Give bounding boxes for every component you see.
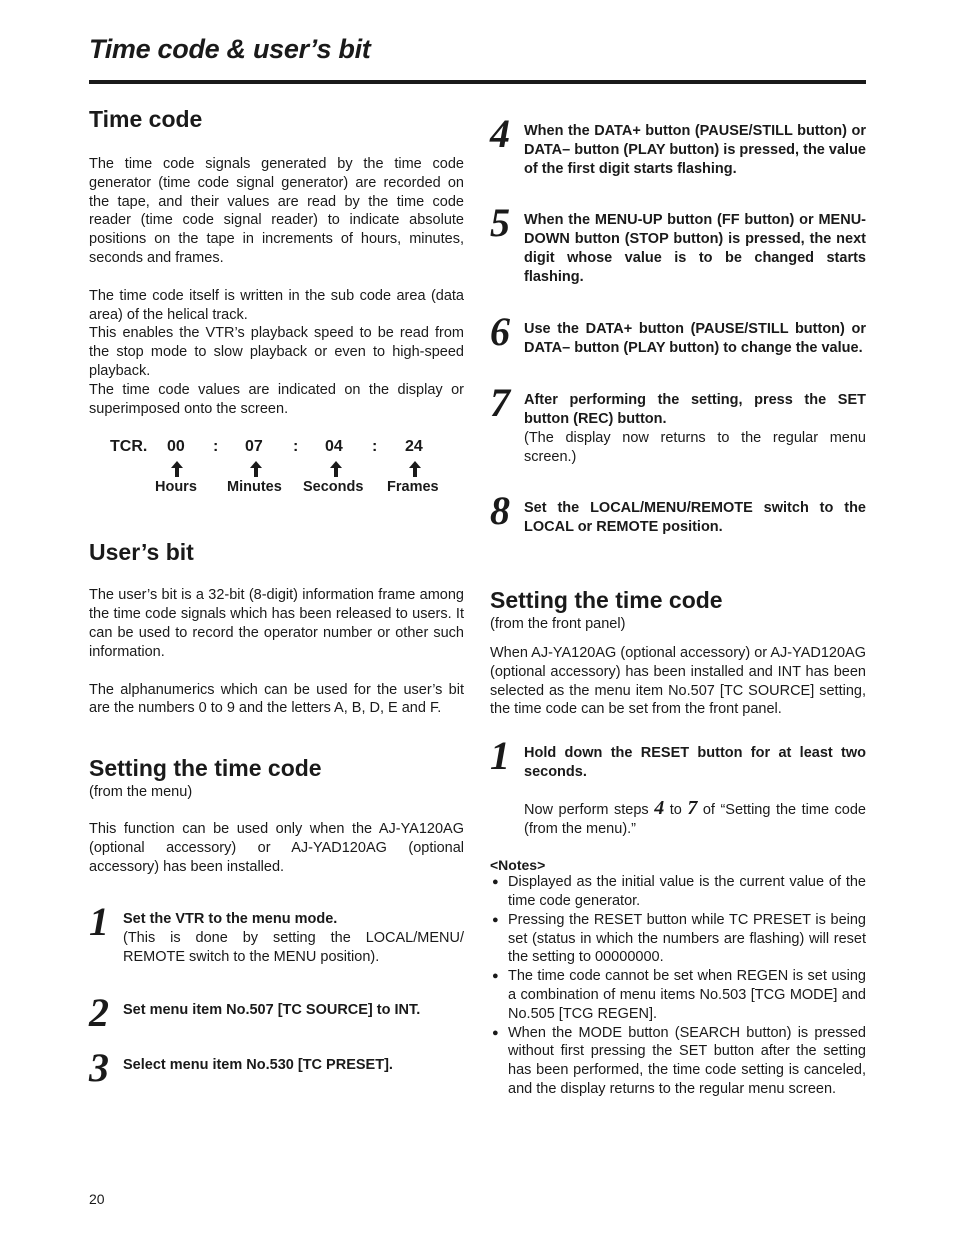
tc-seconds-value: 04 xyxy=(325,438,343,456)
step-number: 1 xyxy=(89,898,109,944)
up-arrow-icon xyxy=(330,461,342,477)
step-ref-number: 4 xyxy=(654,797,665,820)
timecode-paragraph-3: This enables the VTR’s playback speed to be read from the stop mode to slow playback or even to high-speed playback. xyxy=(89,325,464,379)
step-note: (This is done by setting the LOCAL/MENU/ REMOTE switch to the MENU position). xyxy=(123,929,464,965)
step-instruction: Set the VTR to the menu mode. xyxy=(123,910,338,927)
step-4 xyxy=(490,111,866,179)
tc-prefix: TCR. xyxy=(110,438,148,456)
step-note-text: of “Setting the time code (from the menu).” xyxy=(524,802,866,838)
setting-panel-subheading: (from the front panel) xyxy=(490,616,626,632)
note-item: ● Displayed as the initial value is the current value of the time code generator. xyxy=(490,873,866,911)
step-8 xyxy=(490,488,866,537)
step-instruction: When the DATA+ button (PAUSE/STILL button) or DATA– button (PLAY button) is pressed, the value of the first digit starts flashing. xyxy=(524,123,866,177)
setting-panel-intro: When AJ-YA120AG (optional accessory) or AJ-YAD120AG (optional accessory) has been installed and INT has been selected as the menu item No.507 [TC SOURCE] setting, the time code can be set from the front panel. xyxy=(490,645,866,718)
step-7 xyxy=(490,380,866,467)
step-instruction: Set menu item No.507 [TC SOURCE] to INT. xyxy=(123,1001,421,1018)
step-instruction: Set the LOCAL/MENU/REMOTE switch to the LOCAL or REMOTE position. xyxy=(524,500,866,535)
notes-title: <Notes> xyxy=(490,857,546,874)
step-3 xyxy=(89,1044,464,1090)
step-number: 3 xyxy=(89,1044,109,1090)
step-2 xyxy=(89,989,464,1035)
usersbit-paragraph-1: The user’s bit is a 32-bit (8-digit) information frame among the time code signals which has been released to users. It can be used to record the operator number or other such information. xyxy=(89,587,464,660)
step-note-text: Now perform steps xyxy=(524,802,655,819)
tc-seconds-label: Seconds xyxy=(303,479,364,496)
step-instruction: Use the DATA+ button (PAUSE/STILL button) or DATA– button (PLAY button) to change the value. xyxy=(524,321,866,356)
step-5 xyxy=(490,200,866,287)
timecode-heading: Time code xyxy=(89,106,203,132)
step-instruction: After performing the setting, press the SET button (REC) button. xyxy=(524,392,866,427)
step-number: 2 xyxy=(89,989,109,1035)
timecode-paragraph-4: The time code values are indicated on the display or superimposed onto the screen. xyxy=(89,381,464,417)
setting-menu-subheading: (from the menu) xyxy=(89,784,193,801)
notes-list xyxy=(490,873,866,1099)
up-arrow-icon xyxy=(171,461,183,477)
step-note-text: to xyxy=(664,802,688,819)
tc-separator: : xyxy=(372,438,378,456)
setting-menu-intro: This function can be used only when the AJ-YA120AG (optional accessory) or AJ-YAD120AG (optional accessory) has been installed. xyxy=(89,821,464,875)
note-item: ● Pressing the RESET button while TC PRESET is being set (status in which the numbers are flashing) will reset the setting to 00000000. xyxy=(490,911,866,967)
step-instruction: Select menu item No.530 [TC PRESET]. xyxy=(123,1056,393,1073)
up-arrow-icon xyxy=(409,461,421,477)
left-column xyxy=(89,96,464,1090)
timecode-paragraph-1: The time code signals generated by the time code generator (time code signal generator) are recorded on the tape, and their values are read by the time code reader (time code signal reader) to indicate absolute positions on the tape in increments of hours, minutes, seconds and frames. xyxy=(89,156,464,266)
title-rule xyxy=(89,80,866,84)
step-instruction: When the MENU-UP button (FF button) or MENU-DOWN button (STOP button) is pressed, the next digit whose value is to be changed starts flashing. xyxy=(524,212,866,285)
step-instruction: Hold down the RESET button for at least two seconds. xyxy=(524,745,866,781)
setting-menu-heading: Setting the time code xyxy=(89,755,322,782)
step-note: (The display now returns to the regular menu screen.) xyxy=(524,430,866,465)
panel-step-1 xyxy=(490,733,866,839)
note-item: ● The time code cannot be set when REGEN is set using a combination of menu items No.503 [TCG MODE] and No.505 [TCG REGEN]. xyxy=(490,967,866,1023)
step-ref-number: 7 xyxy=(687,797,698,820)
step-1 xyxy=(89,898,464,967)
tc-hours-label: Hours xyxy=(155,479,197,496)
page-title: Time code & user’s bit xyxy=(89,34,371,64)
step-number: 5 xyxy=(490,200,510,245)
right-column xyxy=(490,96,866,1099)
step-number: 6 xyxy=(490,309,510,354)
usersbit-heading: User’s bit xyxy=(89,539,194,566)
step-number: 8 xyxy=(490,488,510,533)
notes-section xyxy=(490,857,866,1099)
tc-separator: : xyxy=(213,438,219,456)
tc-minutes-label: Minutes xyxy=(227,479,282,496)
timecode-paragraph-2: The time code itself is written in the sub code area (data area) of the helical track. xyxy=(89,287,464,323)
step-number: 4 xyxy=(490,111,510,156)
usersbit-paragraph-2: The alphanumerics which can be used for the user’s bit are the numbers 0 to 9 and the letters A, B, D, E and F. xyxy=(89,681,464,717)
tc-hours-value: 00 xyxy=(167,438,185,456)
up-arrow-icon xyxy=(250,461,262,477)
tc-frames-value: 24 xyxy=(405,438,423,456)
note-item: ● When the MODE button (SEARCH button) is pressed without first pressing the SET button after the setting has been performed, the time code setting is canceled, and the display returns to the regular menu screen. xyxy=(490,1024,866,1099)
step-note xyxy=(524,799,866,839)
tc-minutes-value: 07 xyxy=(245,438,263,456)
timecode-diagram xyxy=(89,436,464,506)
page-number: 20 xyxy=(89,1191,105,1207)
step-6 xyxy=(490,309,866,358)
tc-frames-label: Frames xyxy=(387,479,439,496)
step-number: 7 xyxy=(490,380,510,425)
step-number: 1 xyxy=(490,733,510,779)
setting-panel-heading: Setting the time code xyxy=(490,587,723,613)
tc-separator: : xyxy=(293,438,299,456)
